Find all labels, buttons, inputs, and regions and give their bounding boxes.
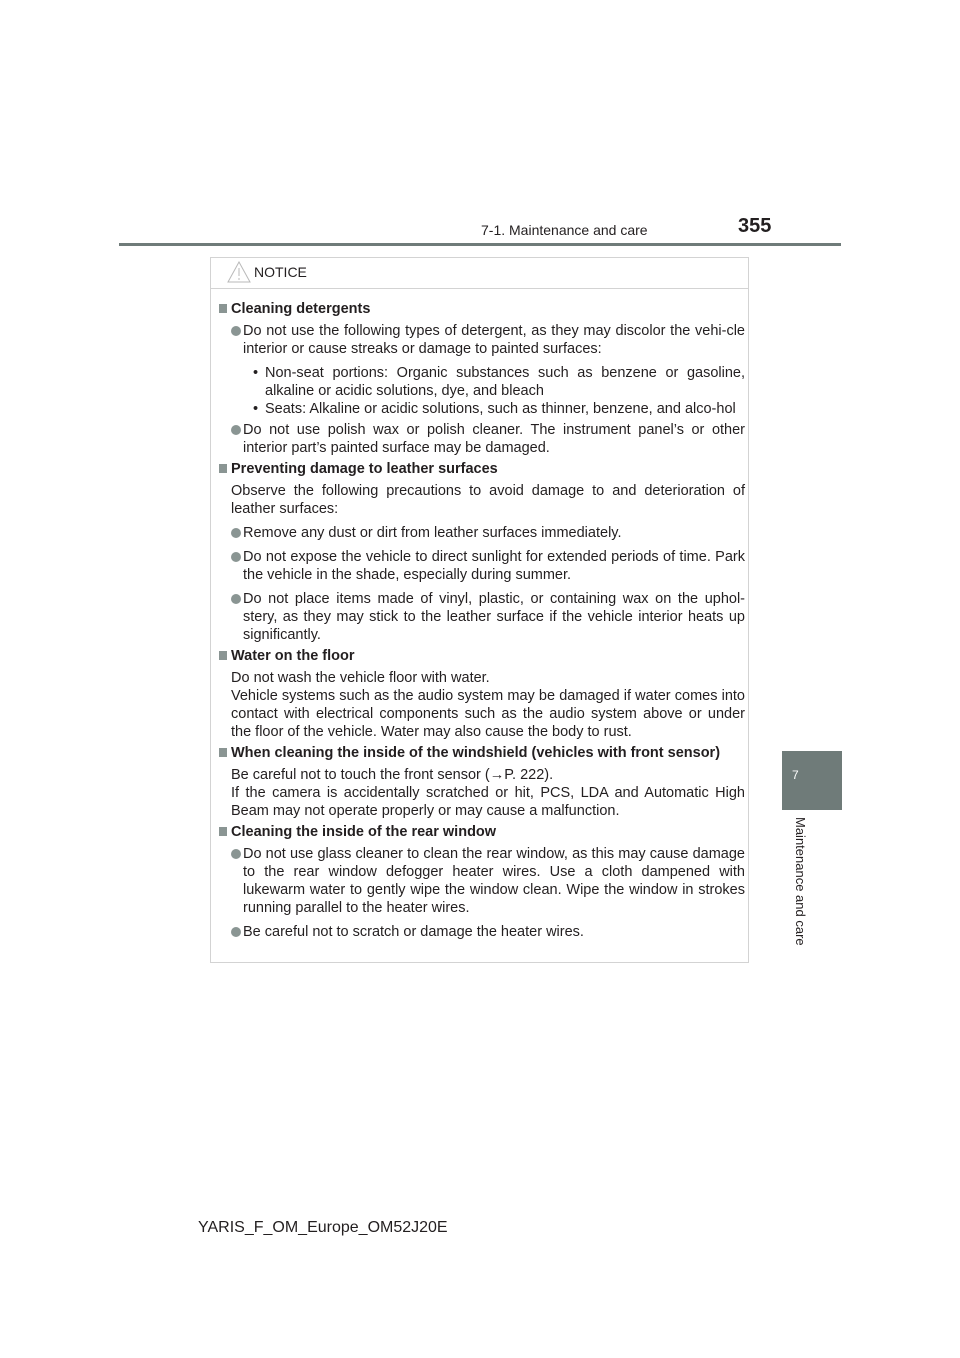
section-heading: When cleaning the inside of the windshield (vehicles with front sensor) bbox=[219, 744, 745, 762]
chapter-label-container bbox=[788, 817, 812, 965]
circle-bullet-icon bbox=[231, 927, 241, 937]
section-title: 7-1. Maintenance and care bbox=[481, 222, 648, 238]
list-item: Do not expose the vehicle to direct sunlight for extended periods of time. Park the vehicle in the shade, especially during summer. bbox=[219, 548, 745, 584]
circle-bullet-icon bbox=[231, 528, 241, 538]
chapter-tab[interactable] bbox=[782, 751, 842, 810]
notice-box bbox=[210, 257, 749, 963]
paragraph: Be careful not to touch the front sensor (→P. 222). bbox=[231, 767, 554, 783]
square-bullet-icon bbox=[219, 304, 227, 313]
document-id: YARIS_F_OM_Europe_OM52J20E bbox=[198, 1219, 448, 1236]
list-item: Do not use the following types of detergent, as they may discolor the vehi-cle interior or cause streaks or damage to painted surfaces: bbox=[219, 322, 745, 358]
list-item: Be careful not to scratch or damage the heater wires. bbox=[219, 923, 745, 941]
header-rule bbox=[119, 243, 841, 246]
square-bullet-icon bbox=[219, 827, 227, 836]
paragraph: If the camera is accidentally scratched or hit, PCS, LDA and Automatic High Beam may not operate properly or may cause a malfunction. bbox=[231, 785, 745, 819]
sub-list-item: • Seats: Alkaline or acidic solutions, such as thinner, benzene, and alco-hol bbox=[253, 401, 736, 417]
warning-triangle-icon bbox=[227, 261, 251, 283]
page-number: 355 bbox=[738, 215, 772, 237]
list-item: Do not use polish wax or polish cleaner. The instrument panel’s or other interior part’s painted surface may be damaged. bbox=[219, 421, 745, 457]
section-heading: Cleaning the inside of the rear window bbox=[219, 823, 745, 841]
sub-list-item: • Non-seat portions: Organic substances such as benzene or gasoline, alkaline or acidic solutions, dye, and bleach bbox=[253, 365, 745, 399]
square-bullet-icon bbox=[219, 748, 227, 757]
section-heading: Preventing damage to leather surfaces bbox=[219, 460, 745, 478]
square-bullet-icon bbox=[219, 464, 227, 473]
circle-bullet-icon bbox=[231, 552, 241, 562]
circle-bullet-icon bbox=[231, 326, 241, 336]
list-item: Do not place items made of vinyl, plastic, or containing wax on the uphol-stery, as they may stick to the leather surface if the vehicle interior heats up significantly. bbox=[219, 590, 745, 644]
paragraph: Observe the following precautions to avoid damage to and deterioration of leather surfaces: bbox=[231, 483, 745, 517]
notice-content bbox=[219, 300, 745, 944]
circle-bullet-icon bbox=[231, 594, 241, 604]
paragraph: Do not wash the vehicle floor with water. bbox=[231, 670, 490, 686]
notice-header bbox=[211, 258, 748, 289]
circle-bullet-icon bbox=[231, 849, 241, 859]
chapter-number: 7 bbox=[792, 768, 799, 782]
circle-bullet-icon bbox=[231, 425, 241, 435]
list-item: Remove any dust or dirt from leather surfaces immediately. bbox=[219, 524, 745, 542]
section-heading: Water on the floor bbox=[219, 647, 745, 665]
section-heading: Cleaning detergents bbox=[219, 300, 745, 318]
square-bullet-icon bbox=[219, 651, 227, 660]
chapter-label: Maintenance and care bbox=[793, 817, 808, 946]
paragraph: Vehicle systems such as the audio system may be damaged if water comes into contact with electrical components such as the audio system above or under the floor of the vehicle. Water may also cause the body to rust. bbox=[231, 688, 745, 740]
list-item: Do not use glass cleaner to clean the rear window, as this may cause damage to the rear window defogger heater wires. Use a cloth dampened with lukewarm water to gently wipe the window clean. Wipe the window in strokes running parallel to the heater wires. bbox=[219, 845, 745, 917]
notice-title: NOTICE bbox=[254, 264, 307, 280]
